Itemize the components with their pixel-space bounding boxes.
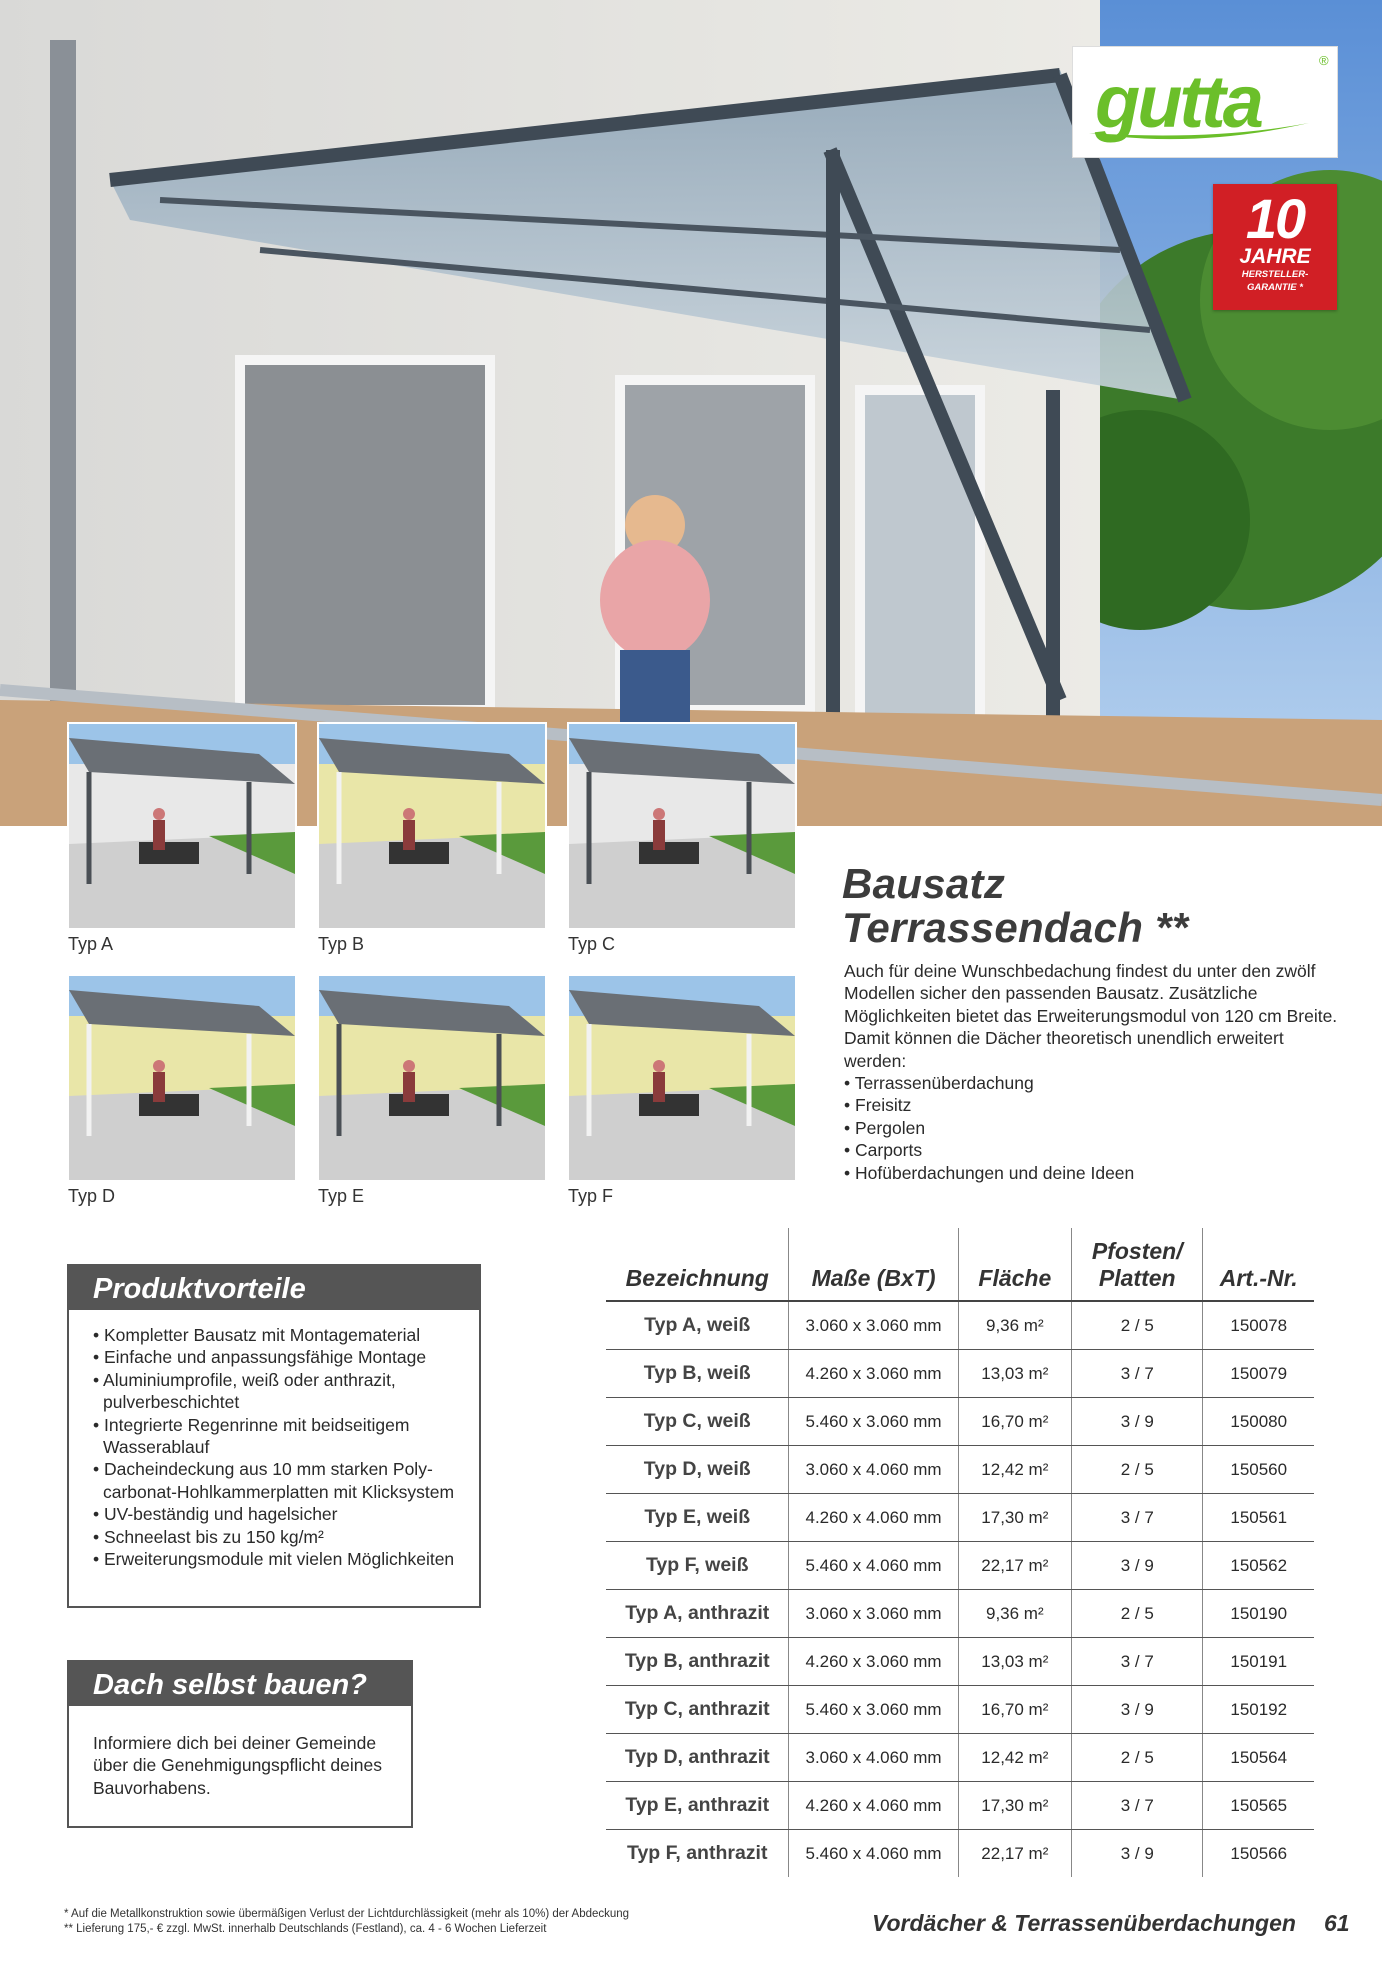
- table-cell: Typ F, anthrazit: [626, 1842, 768, 1864]
- table-row: [606, 1301, 1314, 1350]
- benefit-item: • Einfache und anpassungsfähige Montage: [93, 1346, 457, 1368]
- benefits-list: [93, 1324, 457, 1570]
- table-cell: Typ B, weiß: [606, 1350, 789, 1398]
- product-table: [606, 1228, 1314, 1877]
- table-cell: 150562: [1203, 1542, 1314, 1590]
- benefit-item: • UV-beständig und hagelsicher: [93, 1503, 457, 1525]
- table-cell: 3 / 7: [1072, 1494, 1203, 1542]
- warranty-years: 10: [1245, 187, 1305, 250]
- thumbnail-image: [567, 974, 797, 1182]
- thumbnail-image: [317, 722, 547, 930]
- table-cell: 4.260 x 4.060 mm: [789, 1782, 958, 1830]
- benefit-item: • Integrierte Regenrinne mit beidseitigem Wasserablauf: [93, 1414, 457, 1459]
- table-row: [606, 1734, 1314, 1782]
- table-cell: 13,03 m²: [958, 1350, 1071, 1398]
- benefit-item: • Kompletter Bausatz mit Montagematerial: [93, 1324, 457, 1346]
- table-cell: 17,30 m²: [958, 1782, 1071, 1830]
- intro-bullet: • Hofüberdachungen und deine Ideen: [844, 1162, 1344, 1184]
- footer-section-title: Vordächer & Terrassenüberdachungen: [872, 1910, 1296, 1936]
- footnote-1: * Auf die Metallkonstruktion sowie übermäßigen Verlust der Lichtdurchlässigkeit (mehr als 10%) der Abdeckung: [64, 1908, 630, 1920]
- table-header-cell: Maße (BxT): [789, 1228, 958, 1301]
- table-row: [606, 1494, 1314, 1542]
- thumbnail-label: Typ A: [68, 934, 114, 954]
- thumbnail-label: Typ B: [318, 934, 365, 954]
- table-row: [606, 1782, 1314, 1830]
- footnotes: [64, 1907, 629, 1937]
- thumbnail-label: Typ E: [318, 1186, 365, 1206]
- product-title: [842, 862, 1342, 950]
- intro-bullets: [844, 1072, 1344, 1184]
- intro-bullet: • Carports: [844, 1139, 1344, 1161]
- table-cell: Typ C, weiß: [606, 1398, 789, 1446]
- table-cell: 2 / 5: [1072, 1301, 1203, 1350]
- page-number: 61: [1324, 1910, 1350, 1936]
- benefit-item: • Aluminiumprofile, weiß oder anthrazit, pulverbeschichtet: [93, 1369, 457, 1414]
- table-cell: 12,42 m²: [958, 1446, 1071, 1494]
- table-cell: Typ A, anthrazit: [606, 1590, 789, 1638]
- thumbnail-label: Typ C: [568, 934, 616, 954]
- diy-text: Informiere dich bei deiner Gemeinde über die Genehmigungspflicht deines Bauvorhabens.: [93, 1733, 382, 1798]
- table-cell: 3 / 7: [1072, 1782, 1203, 1830]
- table-cell: 4.260 x 4.060 mm: [789, 1494, 958, 1542]
- intro-text: [844, 960, 1344, 1184]
- table-cell: 3 / 9: [1072, 1686, 1203, 1734]
- benefits-box: [67, 1264, 481, 1608]
- table-header-cell: Bezeichnung: [606, 1228, 789, 1301]
- thumbnail-image: [317, 974, 547, 1182]
- table-cell: Typ E, weiß: [606, 1494, 789, 1542]
- table-cell: 150190: [1203, 1590, 1314, 1638]
- table-cell: 2 / 5: [1072, 1590, 1203, 1638]
- table-cell: 16,70 m²: [958, 1686, 1071, 1734]
- table-cell: 22,17 m²: [958, 1542, 1071, 1590]
- table-cell: 150560: [1203, 1446, 1314, 1494]
- table-header-cell: Pfosten/ Platten: [1072, 1228, 1203, 1301]
- benefit-item: • Schneelast bis zu 150 kg/m²: [93, 1526, 457, 1548]
- table-cell: 5.460 x 3.060 mm: [789, 1686, 958, 1734]
- table-cell: Typ D, anthrazit: [606, 1734, 789, 1782]
- table-row: [606, 1686, 1314, 1734]
- table-cell: 150192: [1203, 1686, 1314, 1734]
- table-cell: 4.260 x 3.060 mm: [789, 1638, 958, 1686]
- table-cell: 9,36 m²: [958, 1301, 1071, 1350]
- table-row: [606, 1398, 1314, 1446]
- table-row: [606, 1446, 1314, 1494]
- table-cell: Typ A, weiß: [606, 1301, 789, 1350]
- footnote-2: ** Lieferung 175,- € zzgl. MwSt. innerhalb Deutschlands (Festland), ca. 4 - 6 Wochen Lieferzeit: [64, 1923, 547, 1935]
- benefits-heading: Produktvorteile: [69, 1266, 479, 1310]
- table-row: [606, 1830, 1314, 1878]
- table-cell: 2 / 5: [1072, 1734, 1203, 1782]
- table-body: [606, 1301, 1314, 1877]
- table-cell: 9,36 m²: [958, 1590, 1071, 1638]
- warranty-badge: [1213, 184, 1337, 310]
- thumbnail-image: [567, 722, 797, 930]
- table-cell: 5.460 x 3.060 mm: [789, 1398, 958, 1446]
- table-cell: 16,70 m²: [958, 1398, 1071, 1446]
- table-cell: 150565: [1203, 1782, 1314, 1830]
- registered-mark: ®: [1319, 53, 1329, 68]
- intro-bullet: • Pergolen: [844, 1117, 1344, 1139]
- warranty-line2: GARANTIE *: [1247, 282, 1303, 293]
- table-cell: 12,42 m²: [958, 1734, 1071, 1782]
- table-cell: 22,17 m²: [958, 1830, 1071, 1878]
- diy-heading: Dach selbst bauen?: [69, 1662, 411, 1706]
- thumbnail-image: [67, 974, 297, 1182]
- logo-wordmark: gutta: [1095, 60, 1261, 143]
- table-cell: 150078: [1203, 1301, 1314, 1350]
- diy-box: [67, 1660, 413, 1828]
- table-cell: 3 / 7: [1072, 1638, 1203, 1686]
- benefit-item: • Dacheindeckung aus 10 mm starken Poly-carbonat-Hohlkammerplatten mit Klicksystem: [93, 1458, 457, 1503]
- table-cell: 5.460 x 4.060 mm: [789, 1830, 958, 1878]
- table-cell: 3.060 x 3.060 mm: [789, 1590, 958, 1638]
- table-cell: Typ C, anthrazit: [606, 1686, 789, 1734]
- table-cell: 2 / 5: [1072, 1446, 1203, 1494]
- thumbnail-image: [67, 722, 297, 930]
- table-cell: Typ B, anthrazit: [606, 1638, 789, 1686]
- benefit-item: • Erweiterungsmodule mit vielen Möglichkeiten: [93, 1548, 457, 1570]
- table-cell: 150566: [1203, 1830, 1314, 1878]
- intro-bullet: • Freisitz: [844, 1094, 1344, 1116]
- table-cell: 150079: [1203, 1350, 1314, 1398]
- table-cell: 17,30 m²: [958, 1494, 1071, 1542]
- thumbnail-label: Typ F: [568, 1186, 614, 1206]
- table-row: [606, 1590, 1314, 1638]
- table-cell: 3 / 9: [1072, 1830, 1203, 1878]
- table-cell: 150564: [1203, 1734, 1314, 1782]
- table-cell: Typ E, anthrazit: [606, 1782, 789, 1830]
- title-line1: Bausatz: [842, 860, 1006, 907]
- table-cell: 3.060 x 4.060 mm: [789, 1734, 958, 1782]
- table-row: [606, 1542, 1314, 1590]
- thumbnail-label: Typ D: [68, 1186, 116, 1206]
- table-cell: Typ D, weiß: [606, 1446, 789, 1494]
- table-cell: 3 / 7: [1072, 1350, 1203, 1398]
- table-header-cell: Art.-Nr.: [1203, 1228, 1314, 1301]
- warranty-line1: HERSTELLER-: [1241, 269, 1309, 280]
- warranty-unit: JAHRE: [1239, 245, 1311, 268]
- table-header-cell: Fläche: [958, 1228, 1071, 1301]
- table-row: [606, 1638, 1314, 1686]
- table-cell: 13,03 m²: [958, 1638, 1071, 1686]
- title-line2: Terrassendach **: [842, 904, 1189, 951]
- intro-paragraph: Auch für deine Wunschbedachung findest du unter den zwölf Modellen sicher den passenden Bausatz. Zusätzliche Möglichkeiten bietet das Erweiterungsmodul von 120 cm Breite. Damit können die Dächer theoretisch unendlich erweitert werden:: [844, 961, 1338, 1071]
- table-cell: 3.060 x 3.060 mm: [789, 1301, 958, 1350]
- table-cell: 3.060 x 4.060 mm: [789, 1446, 958, 1494]
- table-cell: 3 / 9: [1072, 1542, 1203, 1590]
- table-cell: 150191: [1203, 1638, 1314, 1686]
- table-cell: 150561: [1203, 1494, 1314, 1542]
- table-row: [606, 1350, 1314, 1398]
- table-cell: Typ F, weiß: [606, 1542, 789, 1590]
- table-cell: 4.260 x 3.060 mm: [789, 1350, 958, 1398]
- table-cell: 5.460 x 4.060 mm: [789, 1542, 958, 1590]
- brand-logo: [1072, 46, 1338, 158]
- table-cell: 3 / 9: [1072, 1398, 1203, 1446]
- table-header-row: [606, 1228, 1314, 1301]
- table-cell: 150080: [1203, 1398, 1314, 1446]
- intro-bullet: • Terrassenüberdachung: [844, 1072, 1344, 1094]
